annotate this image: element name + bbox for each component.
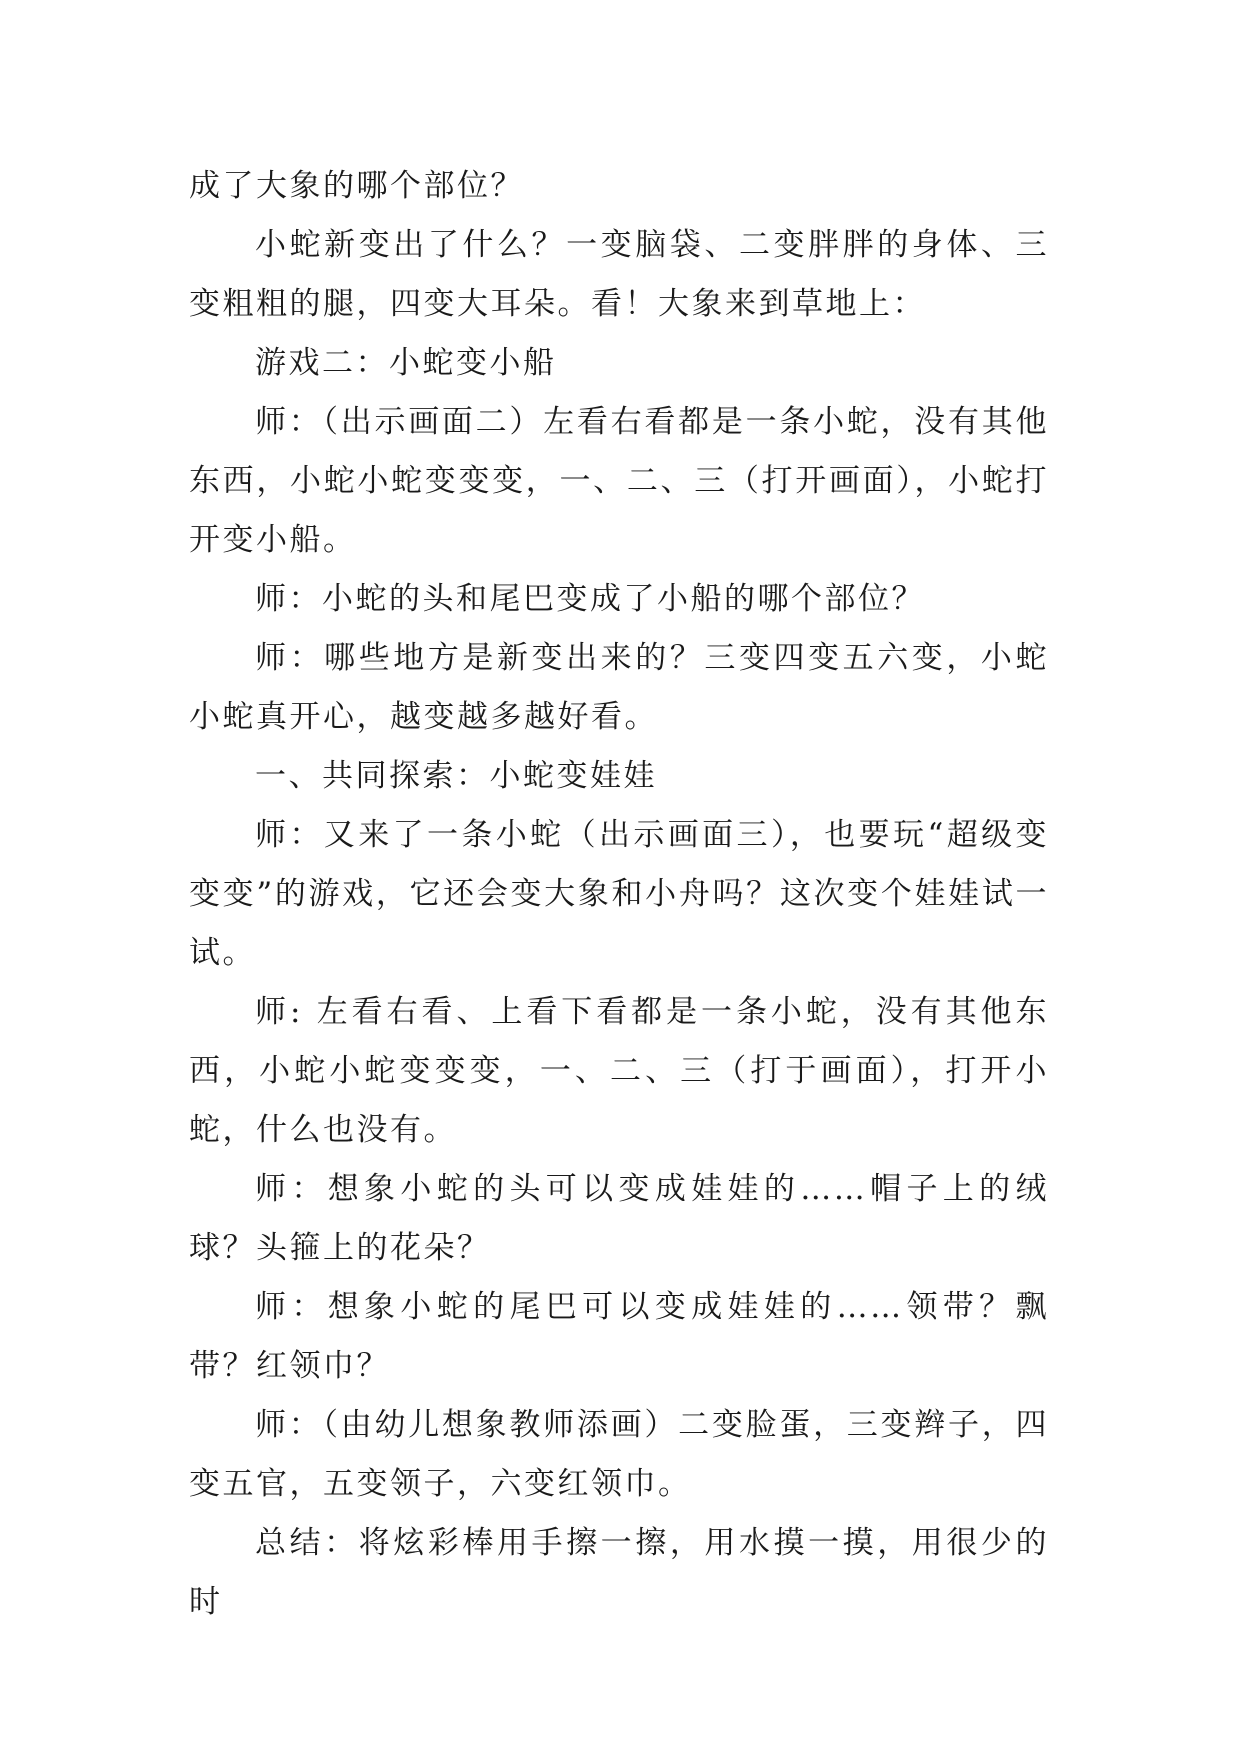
paragraph-teacher-imagine-tail: 师：想象小蛇的尾巴可以变成娃娃的……领带？飘带？红领巾？ (189, 1289, 1049, 1384)
heading-game-two: 游戏二：小蛇变小船 (255, 345, 557, 381)
paragraph-teacher-drawing: 师：（由幼儿想象教师添画）二变脸蛋，三变辫子，四变五官，五变领子，六变红领巾。 (189, 1407, 1049, 1502)
paragraph-teacher-imagine-head: 师：想象小蛇的头可以变成娃娃的……帽子上的绒球？头箍上的花朵？ (189, 1171, 1049, 1266)
document-body (189, 157, 1049, 1632)
paragraph-summary: 总结：将炫彩棒用手擦一擦，用水摸一摸，用很少的时 (189, 1525, 1049, 1620)
heading-explore-together: 一、共同探索：小蛇变娃娃 (255, 758, 657, 794)
paragraph-teacher-head-tail-question: 师：小蛇的头和尾巴变成了小船的哪个部位？ (255, 581, 925, 617)
paragraph-teacher-show-picture-two: 师：（出示画面二）左看右看都是一条小蛇，没有其他东西，小蛇小蛇变变变，一、二、三（打开画面），小蛇打开变小船。 (189, 404, 1049, 558)
paragraph-teacher-show-picture-three: 师：又来了一条小蛇（出示画面三），也要玩“超级变变变”的游戏，它还会变大象和小舟吗？这次变个娃娃试一试。 (189, 817, 1049, 971)
paragraph-teacher-open-snake: 师: 左看右看、上看下看都是一条小蛇，没有其他东西，小蛇小蛇变变变，一、二、三（打于画面），打开小蛇，什么也没有。 (189, 994, 1049, 1148)
paragraph-teacher-new-parts-question: 师：哪些地方是新变出来的？三变四变五六变，小蛇小蛇真开心，越变越多越好看。 (189, 640, 1049, 735)
paragraph-continuation: 成了大象的哪个部位？ (189, 168, 524, 204)
paragraph-snake-new-parts: 小蛇新变出了什么？一变脑袋、二变胖胖的身体、三变粗粗的腿，四变大耳朵。看！大象来到草地上： (189, 227, 1049, 322)
